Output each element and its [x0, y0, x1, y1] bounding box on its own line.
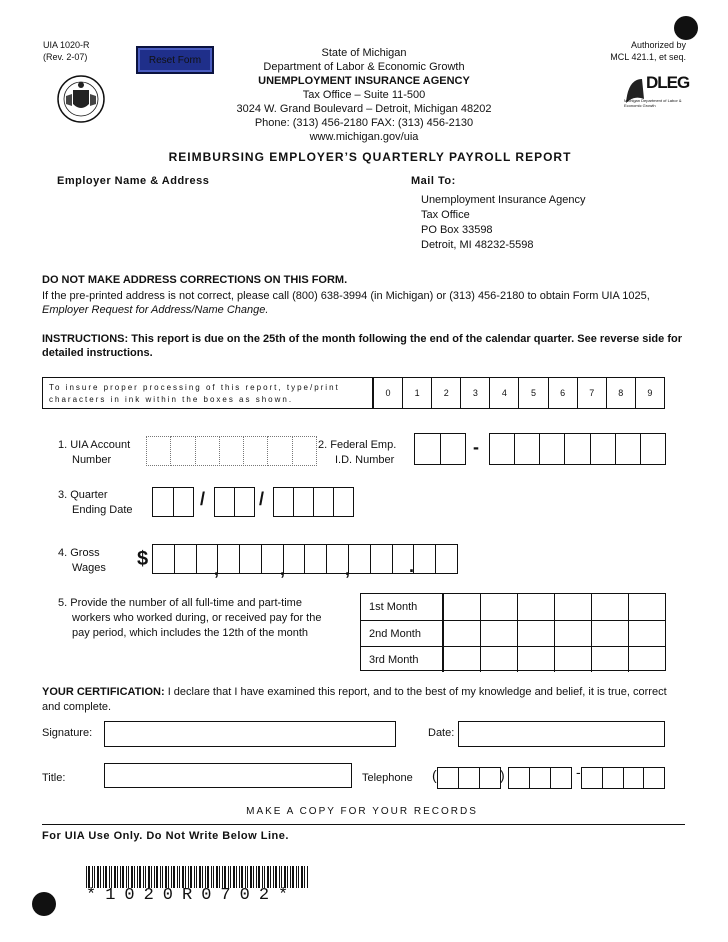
- barcode-bar: [207, 866, 209, 888]
- barcode-bar: [190, 866, 192, 888]
- federal-emp-label-2: I.D. Number: [335, 454, 395, 466]
- certification-text: I declare that I have examined this report, and to the best of my knowledge and belief, it is true, correct and complete.: [42, 686, 667, 713]
- barcode-bar: [94, 866, 95, 888]
- barcode-bar: [304, 866, 305, 888]
- barcode-bar: [275, 866, 277, 888]
- employees-question-line: workers who worked during, or received pay for the: [72, 612, 322, 624]
- barcode-bar: [202, 866, 203, 888]
- barcode-bar: [162, 866, 163, 888]
- mail-to-line: Detroit, MI 48232-5598: [421, 239, 534, 251]
- telephone-label: Telephone: [362, 772, 413, 784]
- barcode-bar: [105, 866, 107, 888]
- barcode-bar: [109, 866, 110, 888]
- barcode-bar: [182, 866, 184, 888]
- month-count-cell[interactable]: [517, 594, 554, 620]
- barcode-bar: [117, 866, 118, 888]
- barcode-bar: [156, 866, 158, 888]
- digit-guide-note: To insure proper processing of this report, type/print characters in ink within the boxes as shown.: [43, 378, 373, 408]
- quarter-label: 3. Quarter: [58, 489, 108, 501]
- employees-question: [58, 596, 321, 641]
- month-label: 2nd Month: [361, 621, 443, 646]
- mail-to-line: PO Box 33598: [421, 224, 493, 236]
- digit-sample: 0: [373, 378, 402, 408]
- barcode-bar: [185, 866, 186, 888]
- dleg-logo: [624, 73, 690, 111]
- barcode-bar: [160, 866, 161, 888]
- barcode-bar: [177, 866, 178, 888]
- month-count-cell[interactable]: [443, 621, 480, 646]
- barcode-bar: [120, 866, 121, 888]
- month-count-cell[interactable]: [591, 594, 628, 620]
- barcode-bar: [301, 866, 303, 888]
- month-count-cell[interactable]: [480, 594, 517, 620]
- mail-to-address: [421, 193, 585, 253]
- form-id: UIA 1020-R: [43, 40, 90, 50]
- certification-heading: YOUR CERTIFICATION:: [42, 686, 165, 698]
- agency-header: [214, 46, 514, 144]
- barcode-bar: [219, 866, 220, 888]
- certification-block: [42, 685, 672, 715]
- digit-sample: 5: [518, 378, 547, 408]
- title-field[interactable]: [104, 763, 352, 788]
- barcode-bar: [247, 866, 248, 888]
- dollar-sign: $: [137, 548, 149, 570]
- quarter-label-2: Ending Date: [72, 504, 133, 516]
- copy-note: MAKE A COPY FOR YOUR RECORDS: [246, 806, 478, 817]
- barcode-bar: [224, 866, 226, 888]
- statute-label: MCL 421.1, et seq.: [610, 52, 686, 62]
- barcode-bar: [307, 866, 308, 888]
- barcode-bar: [165, 866, 167, 888]
- michigan-seal-icon: [56, 74, 106, 124]
- phone-dash: -: [576, 764, 581, 780]
- employee-count-table: [360, 593, 666, 671]
- date-slash: /: [200, 489, 206, 509]
- quarter-day-input[interactable]: [215, 487, 255, 517]
- month-count-cell[interactable]: [480, 647, 517, 672]
- barcode-bar: [154, 866, 155, 888]
- mail-to-line: Unemployment Insurance Agency: [421, 194, 586, 206]
- street-address: 3024 W. Grand Boulevard – Detroit, Michigan 48202: [236, 103, 492, 115]
- uia-account-label-2: Number: [72, 454, 112, 466]
- quarter-year-input[interactable]: [274, 487, 354, 517]
- barcode-bar: [290, 866, 291, 888]
- decimal-point: .: [409, 556, 415, 576]
- gross-label-2: Wages: [72, 562, 106, 574]
- barcode-bar: [241, 866, 243, 888]
- barcode-bar: [114, 866, 116, 888]
- barcode-bar: [284, 866, 286, 888]
- employees-question-line: 5. Provide the number of all full-time and part-time: [58, 597, 302, 609]
- month-count-cell[interactable]: [628, 647, 665, 672]
- barcode-bar: [245, 866, 246, 888]
- barcode-bar: [279, 866, 280, 888]
- month-count-cell[interactable]: [517, 621, 554, 646]
- digit-sample: 3: [460, 378, 489, 408]
- barcode-bar: [134, 866, 135, 888]
- tax-office: Tax Office – Suite 11-500: [302, 89, 426, 101]
- barcode-bar: [122, 866, 124, 888]
- address-notice-body: [42, 289, 682, 317]
- digit-sample: 7: [577, 378, 606, 408]
- department-name: Department of Labor & Economic Growth: [263, 61, 465, 73]
- barcode-bar: [228, 866, 229, 888]
- barcode-bar: [137, 866, 138, 888]
- digit-sample: 2: [431, 378, 460, 408]
- federal-emp-id-prefix-input[interactable]: [415, 433, 466, 465]
- form-revision: (Rev. 2-07): [43, 52, 88, 62]
- barcode-bar: [298, 866, 299, 888]
- barcode-bar: [222, 866, 223, 888]
- barcode-bar: [92, 866, 93, 888]
- dleg-logo-text: DLEG: [646, 73, 690, 92]
- federal-emp-label: 2. Federal Emp.: [318, 439, 397, 451]
- thousands-separator: ,: [345, 559, 351, 579]
- gross-label: 4. Gross: [58, 547, 100, 559]
- month-count-cell[interactable]: [628, 594, 665, 620]
- report-title: REIMBURSING EMPLOYER’S QUARTERLY PAYROLL REPORT: [168, 150, 572, 164]
- barcode-bar: [287, 866, 288, 888]
- month-row: [361, 620, 665, 646]
- barcode-bar: [273, 866, 274, 888]
- authorized-label: Authorized by: [630, 40, 686, 50]
- barcode-icon: [86, 866, 310, 888]
- address-change-form-name: Employer Request for Address/Name Change.: [42, 304, 269, 316]
- month-count-cell[interactable]: [480, 621, 517, 646]
- barcode-bar: [126, 866, 127, 888]
- signature-label: Signature:: [42, 727, 93, 739]
- month-count-cell[interactable]: [443, 594, 480, 620]
- barcode-bar: [128, 866, 129, 888]
- barcode-bar: [267, 866, 269, 888]
- reset-form-button[interactable]: Reset Form: [136, 46, 214, 74]
- thousands-separator: ,: [214, 559, 220, 579]
- month-count-cell[interactable]: [628, 621, 665, 646]
- date-slash: /: [259, 489, 265, 509]
- address-notice-heading: DO NOT MAKE ADDRESS CORRECTIONS ON THIS FORM.: [42, 274, 348, 286]
- phone-prefix-input[interactable]: [509, 767, 572, 789]
- barcode-bar: [168, 866, 169, 888]
- area-code-paren-open: (: [432, 767, 437, 783]
- agency-name: UNEMPLOYMENT INSURANCE AGENCY: [258, 75, 470, 87]
- registration-mark-top-right: [674, 16, 698, 40]
- barcode-bar: [143, 866, 144, 888]
- uia-use-divider: [42, 824, 685, 825]
- barcode-bar: [233, 866, 235, 888]
- instructions: INSTRUCTIONS: This report is due on the 25th of the month following the end of the calendar quarter. See reverse side for detailed instructions.: [42, 333, 682, 359]
- federal-emp-id-input[interactable]: [490, 433, 666, 465]
- digit-guide: [42, 377, 665, 409]
- barcode-bar: [262, 866, 263, 888]
- phone-line-input[interactable]: [582, 767, 665, 789]
- barcode-bar: [139, 866, 141, 888]
- month-label: 3rd Month: [361, 647, 443, 672]
- signature-field[interactable]: [104, 721, 396, 747]
- employer-name-label: Employer Name & Address: [57, 175, 210, 187]
- date-label: Date:: [428, 727, 455, 739]
- barcode-bar: [270, 866, 271, 888]
- digit-sample: 4: [489, 378, 518, 408]
- barcode-bar: [188, 866, 189, 888]
- barcode-bar: [97, 866, 99, 888]
- employees-question-line: pay period, which includes the 12th of the month: [72, 627, 309, 639]
- barcode-bar: [253, 866, 254, 888]
- area-code-paren-close: ): [500, 767, 505, 783]
- barcode-bar: [173, 866, 175, 888]
- digit-sample: 1: [402, 378, 431, 408]
- month-row: [361, 646, 665, 672]
- barcode-bar: [151, 866, 152, 888]
- barcode-bar: [199, 866, 201, 888]
- state-name: State of Michigan: [321, 47, 407, 59]
- barcode-bar: [179, 866, 180, 888]
- barcode-bar: [264, 866, 265, 888]
- mail-to-line: Tax Office: [421, 209, 470, 221]
- digit-sample: 6: [548, 378, 577, 408]
- month-count-cell[interactable]: [591, 647, 628, 672]
- uia-account-input[interactable]: [147, 436, 317, 466]
- barcode-bar: [148, 866, 150, 888]
- barcode-bar: [292, 866, 294, 888]
- barcode-bar: [111, 866, 112, 888]
- month-count-cell[interactable]: [443, 647, 480, 672]
- barcode-bar: [86, 866, 87, 888]
- month-row: [361, 594, 665, 620]
- uia-account-label: 1. UIA Account: [58, 439, 131, 451]
- phone-area-code-input[interactable]: [438, 767, 501, 789]
- barcode-bar: [296, 866, 297, 888]
- barcode-bar: [256, 866, 257, 888]
- barcode-bar: [258, 866, 260, 888]
- date-field[interactable]: [458, 721, 665, 747]
- uia-use-note: For UIA Use Only. Do Not Write Below Line.: [42, 830, 289, 842]
- digit-sample: 9: [635, 378, 664, 408]
- address-notice-text: If the pre-printed address is not correct, please call (800) 638-3994 (in Michigan) or (313) 456-2180 to obtain Form UIA 1025,: [42, 290, 650, 302]
- quarter-month-input[interactable]: [153, 487, 194, 517]
- digit-sample: 8: [606, 378, 635, 408]
- barcode-bar: [236, 866, 237, 888]
- barcode-bar: [88, 866, 90, 888]
- barcode-text: *1020R0702*: [86, 886, 298, 905]
- month-count-cell[interactable]: [517, 647, 554, 672]
- month-count-cell[interactable]: [591, 621, 628, 646]
- registration-mark-bottom-left: [32, 892, 56, 916]
- federal-id-dash: -: [473, 437, 479, 457]
- dleg-caption: Michigan Department of Labor & Economic Growth: [624, 98, 682, 108]
- barcode-bar: [103, 866, 104, 888]
- barcode-bar: [145, 866, 146, 888]
- barcode-bar: [196, 866, 197, 888]
- barcode-bar: [194, 866, 195, 888]
- barcode-bar: [171, 866, 172, 888]
- barcode-bar: [239, 866, 240, 888]
- barcode-bar: [250, 866, 252, 888]
- website: www.michigan.gov/uia: [309, 131, 419, 143]
- title-label: Title:: [42, 772, 66, 784]
- month-count-cell[interactable]: [554, 647, 591, 672]
- barcode-bar: [100, 866, 101, 888]
- barcode-bar: [281, 866, 282, 888]
- mail-to-label: Mail To:: [411, 175, 456, 187]
- barcode-bar: [230, 866, 231, 888]
- month-count-cell[interactable]: [554, 621, 591, 646]
- month-label: 1st Month: [361, 594, 443, 620]
- barcode-bar: [213, 866, 214, 888]
- phone-fax: Phone: (313) 456-2180 FAX: (313) 456-2130: [254, 117, 474, 129]
- month-count-cell[interactable]: [554, 594, 591, 620]
- barcode-bar: [205, 866, 206, 888]
- barcode-bar: [131, 866, 133, 888]
- barcode-bar: [211, 866, 212, 888]
- thousands-separator: ,: [280, 559, 286, 579]
- barcode-bar: [216, 866, 218, 888]
